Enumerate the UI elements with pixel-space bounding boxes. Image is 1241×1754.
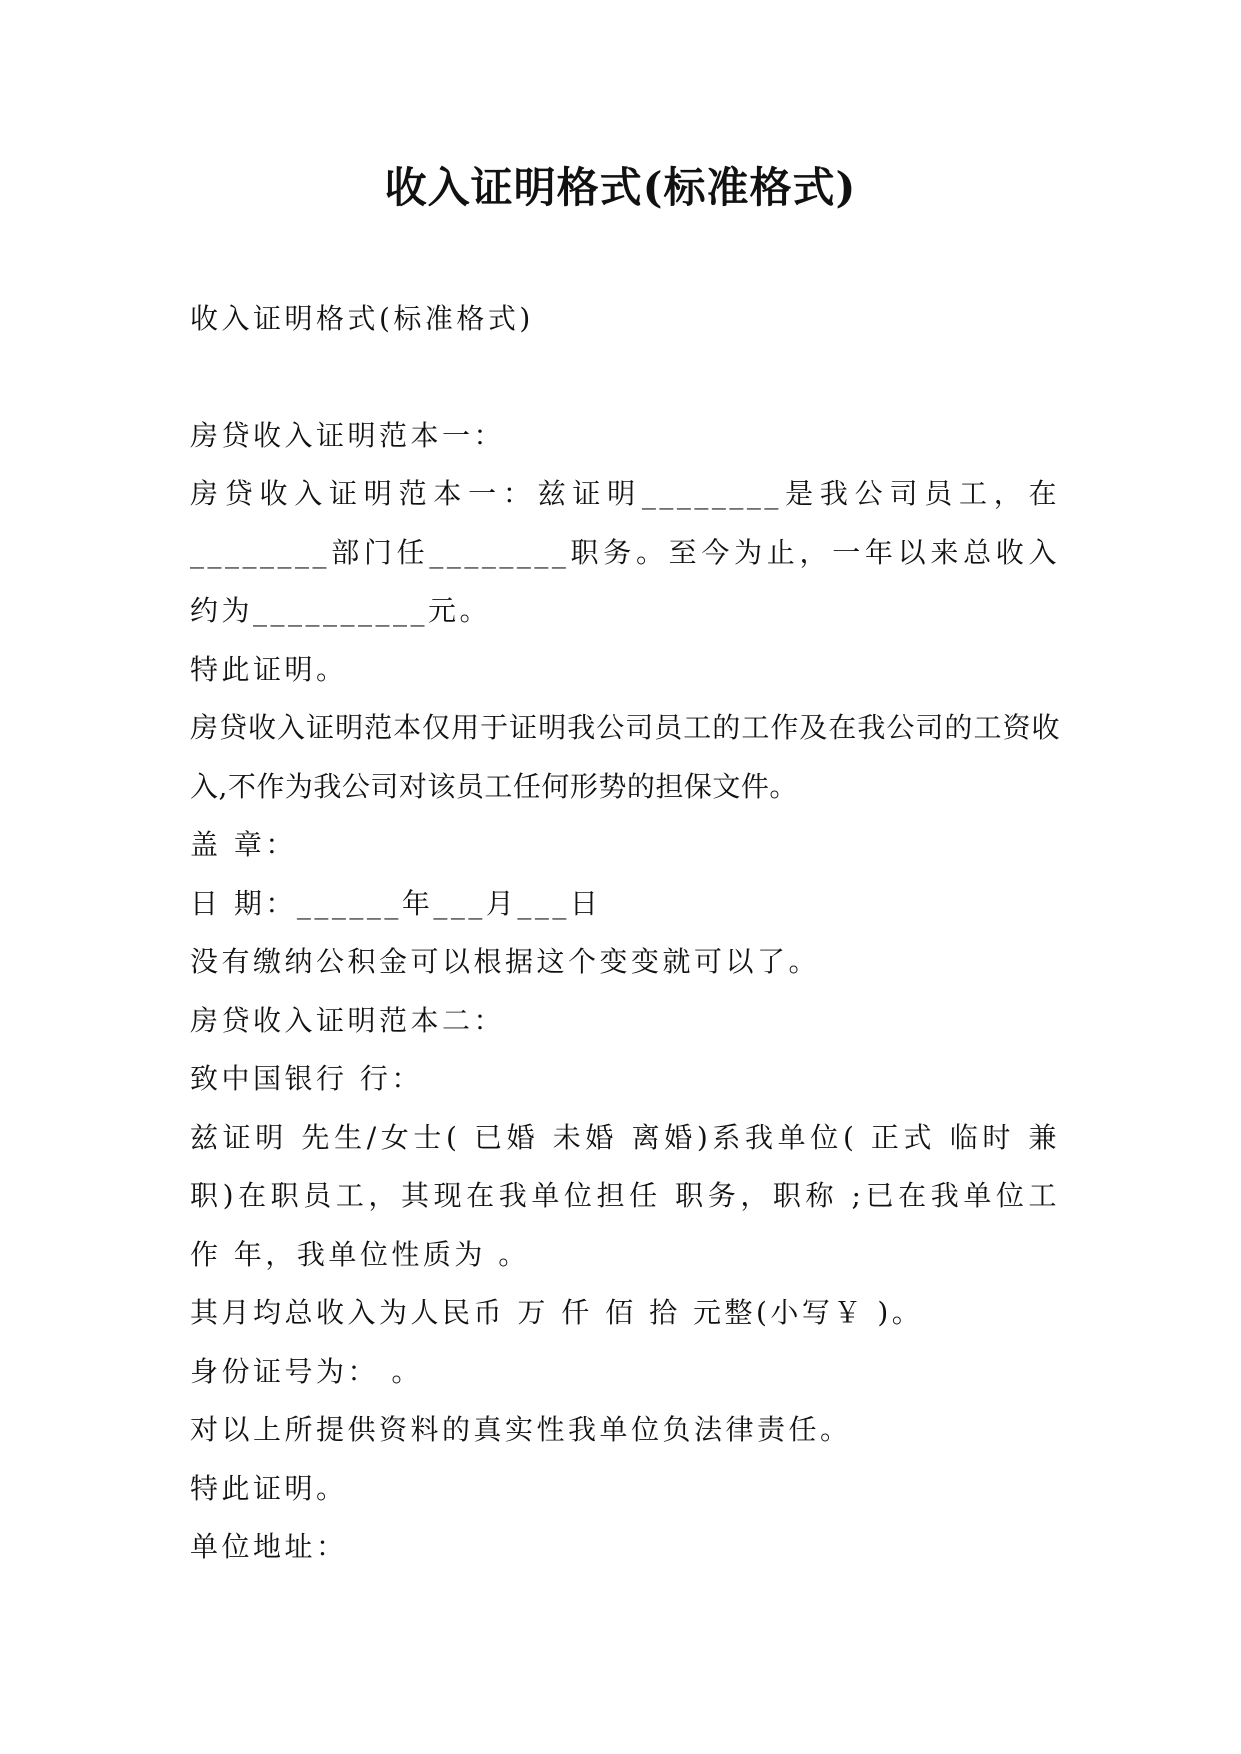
id-number-line: 身份证号为： 。 [190,1354,423,1388]
provident-fund-note: 没有缴纳公积金可以根据这个变变就可以了。 [190,945,821,978]
document-subtitle: 收入证明格式(标准格式) [190,302,534,335]
employment-statement: 兹证明 先生/女士( 已婚 未婚 离婚)系我单位( 正式 临时 兼职)在职员工，其现在我单位担任 职务，职称 ;已在我单位工作 年，我单位性质为 。 [190,1120,1060,1271]
company-address-line: 单位地址： [190,1530,348,1563]
income-statement: 其月均总收入为人民币 万 仟 佰 拾 元整(小写￥ )。 [190,1296,924,1329]
sample-two-heading: 房贷收入证明范本二： [190,1003,506,1037]
sample-one-heading: 房贷收入证明范本一： [190,418,506,452]
addressee-line: 致中国银行 行： [190,1062,423,1095]
sample-one-disclaimer: 房贷收入证明范本仅用于证明我公司员工的工作及在我公司的工资收入,不作为我公司对该员工任何形势的担保文件。 [190,711,1060,803]
seal-line: 盖 章： [190,828,297,861]
page-title: 收入证明格式(标准格式) [384,163,857,212]
sample-one-body: 房贷收入证明范本一：兹证明________是我公司员工，在________部门任________职务。至今为止，一年以来总收入约为__________元。 [190,477,1060,627]
sample-two-closing: 特此证明。 [190,1471,348,1505]
date-line: 日 期：______年___月___日 [190,886,602,920]
sample-one-closing: 特此证明。 [190,652,348,686]
document-body [190,290,1060,1577]
liability-statement: 对以上所提供资料的真实性我单位负法律责任。 [190,1413,852,1446]
